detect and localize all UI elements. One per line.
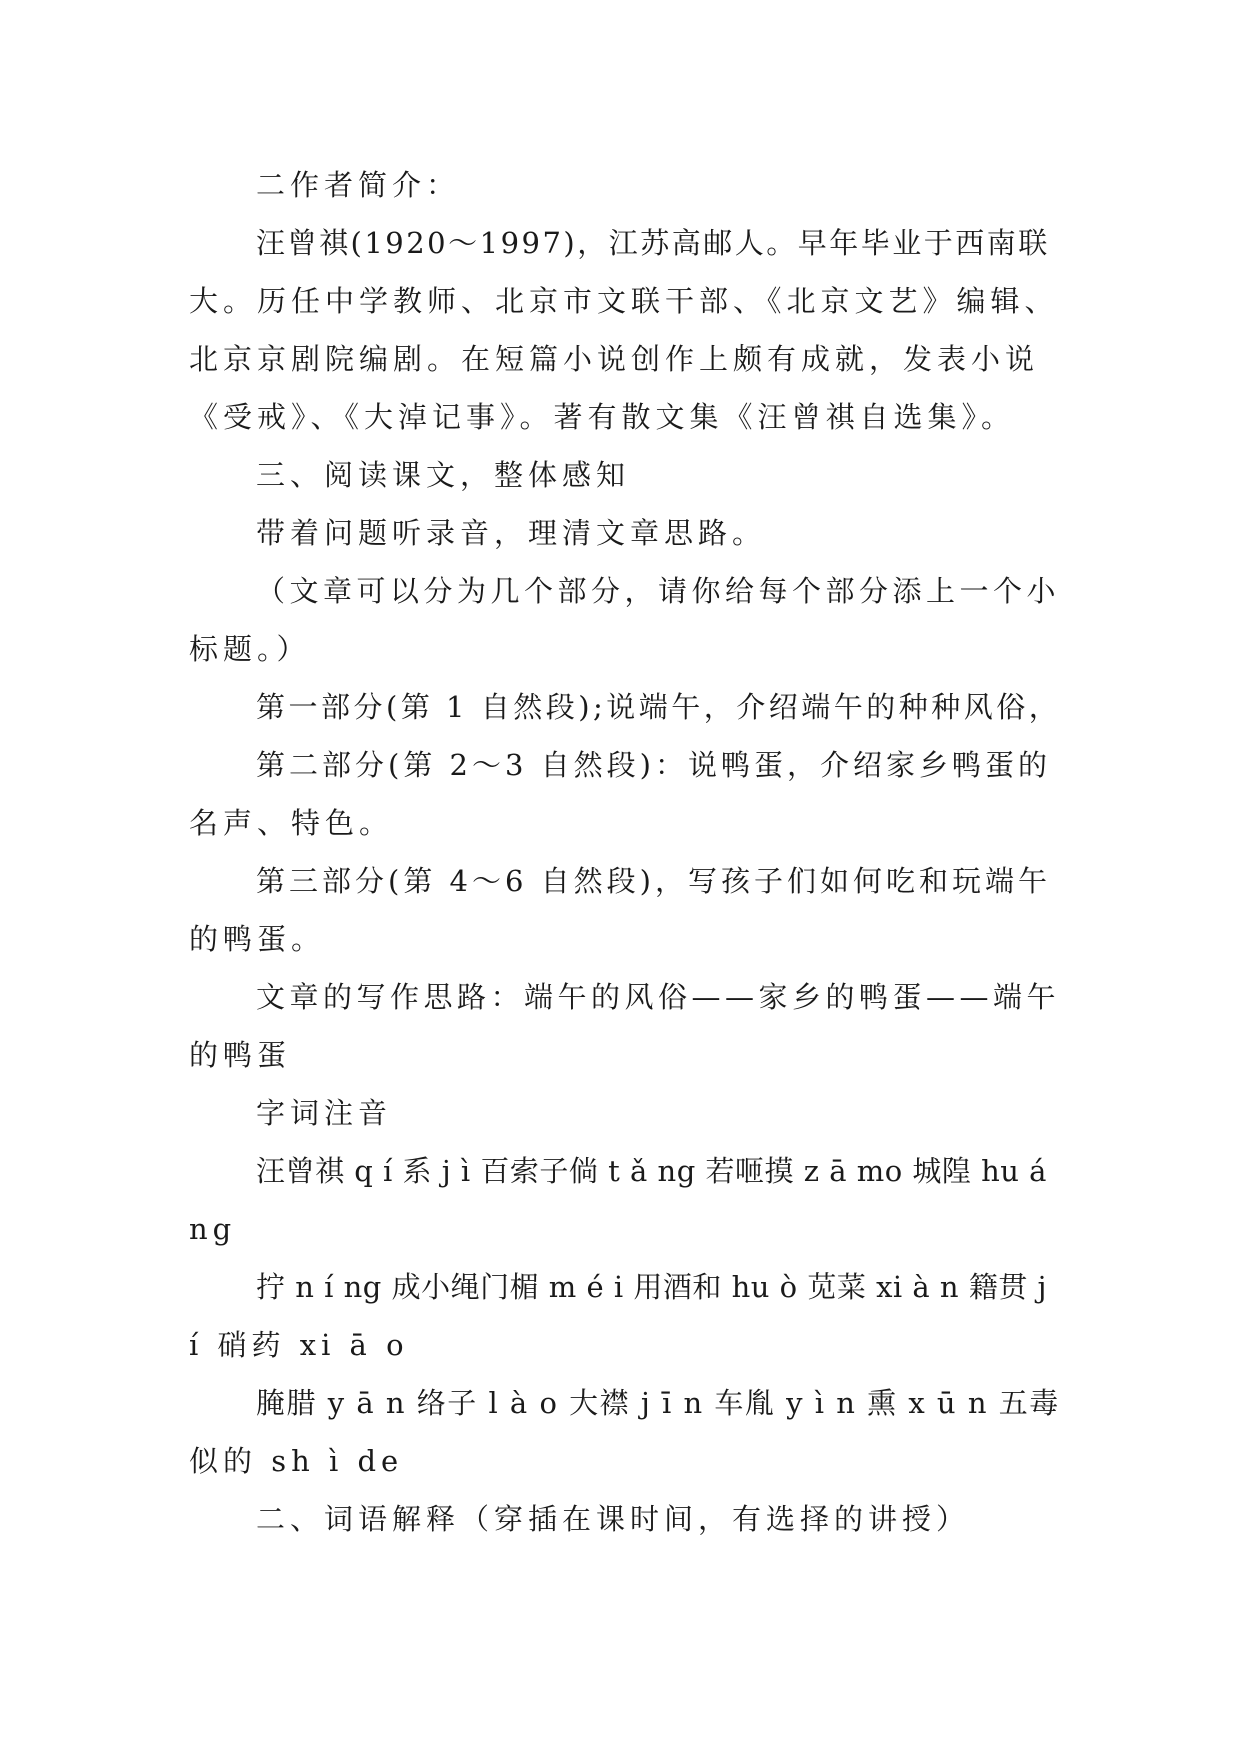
section-heading-reading: 三、阅读课文，整体感知 [256,458,631,492]
paragraph-line: 名声、特色。 [189,806,394,840]
paragraph-line: 第三部分(第 4～6 自然段)，写孩子们如何吃和玩端午 [256,864,1051,898]
paragraph-line: （文章可以分为几个部分，请你给每个部分添上一个小 [256,574,1061,608]
paragraph-line: 文章的写作思路：端午的风俗——家乡的鸭蛋——端午 [256,980,1061,1014]
paragraph-line: 大。历任中学教师、北京市文联干部、《北京文艺》编辑、 [189,284,1059,318]
paragraph-line: 北京京剧院编剧。在短篇小说创作上颇有成就，发表小说 [189,342,1040,376]
paragraph-line: 第一部分(第 1 自然段);说端午，介绍端午的种种风俗， [256,690,1062,724]
paragraph-line: 第二部分(第 2～3 自然段)：说鸭蛋，介绍家乡鸭蛋的 [256,748,1051,782]
section-heading-pronunciation: 字词注音 [256,1096,393,1130]
pinyin-line: 腌腊 y ā n 络子 l à o 大襟 j ī n 车胤 y ì n 熏 x ū n 五毒 [256,1386,1060,1420]
paragraph-line: 《受戒》、《大淖记事》。著有散文集《汪曾祺自选集》。 [189,400,1016,434]
pinyin-line: í 硝药 xi ā o [189,1328,409,1362]
paragraph-line: 汪曾祺(1920～1997)，江苏高邮人。早年毕业于西南联 [256,226,1050,260]
paragraph-line: 带着问题听录音，理清文章思路。 [256,516,767,550]
paragraph-line: 的鸭蛋 [189,1038,292,1072]
paragraph-line: 的鸭蛋。 [189,922,326,956]
pinyin-line: ng [189,1212,237,1246]
pinyin-line: 似的 sh ì de [189,1444,404,1478]
section-heading-author: 二作者简介： [256,168,461,202]
paragraph-line: 标题。） [189,632,311,666]
pinyin-line: 拧 n í ng 成小绳门楣 m é i 用酒和 hu ò 苋菜 xi à n 籍贯 j [256,1270,1048,1304]
pinyin-line: 汪曾祺 q í 系 j ì 百索子倘 t ǎ ng 若咂摸 z ā mo 城隍 hu á [256,1154,1047,1188]
section-heading-vocabulary: 二、词语解释（穿插在课时间，有选择的讲授） [256,1502,971,1536]
